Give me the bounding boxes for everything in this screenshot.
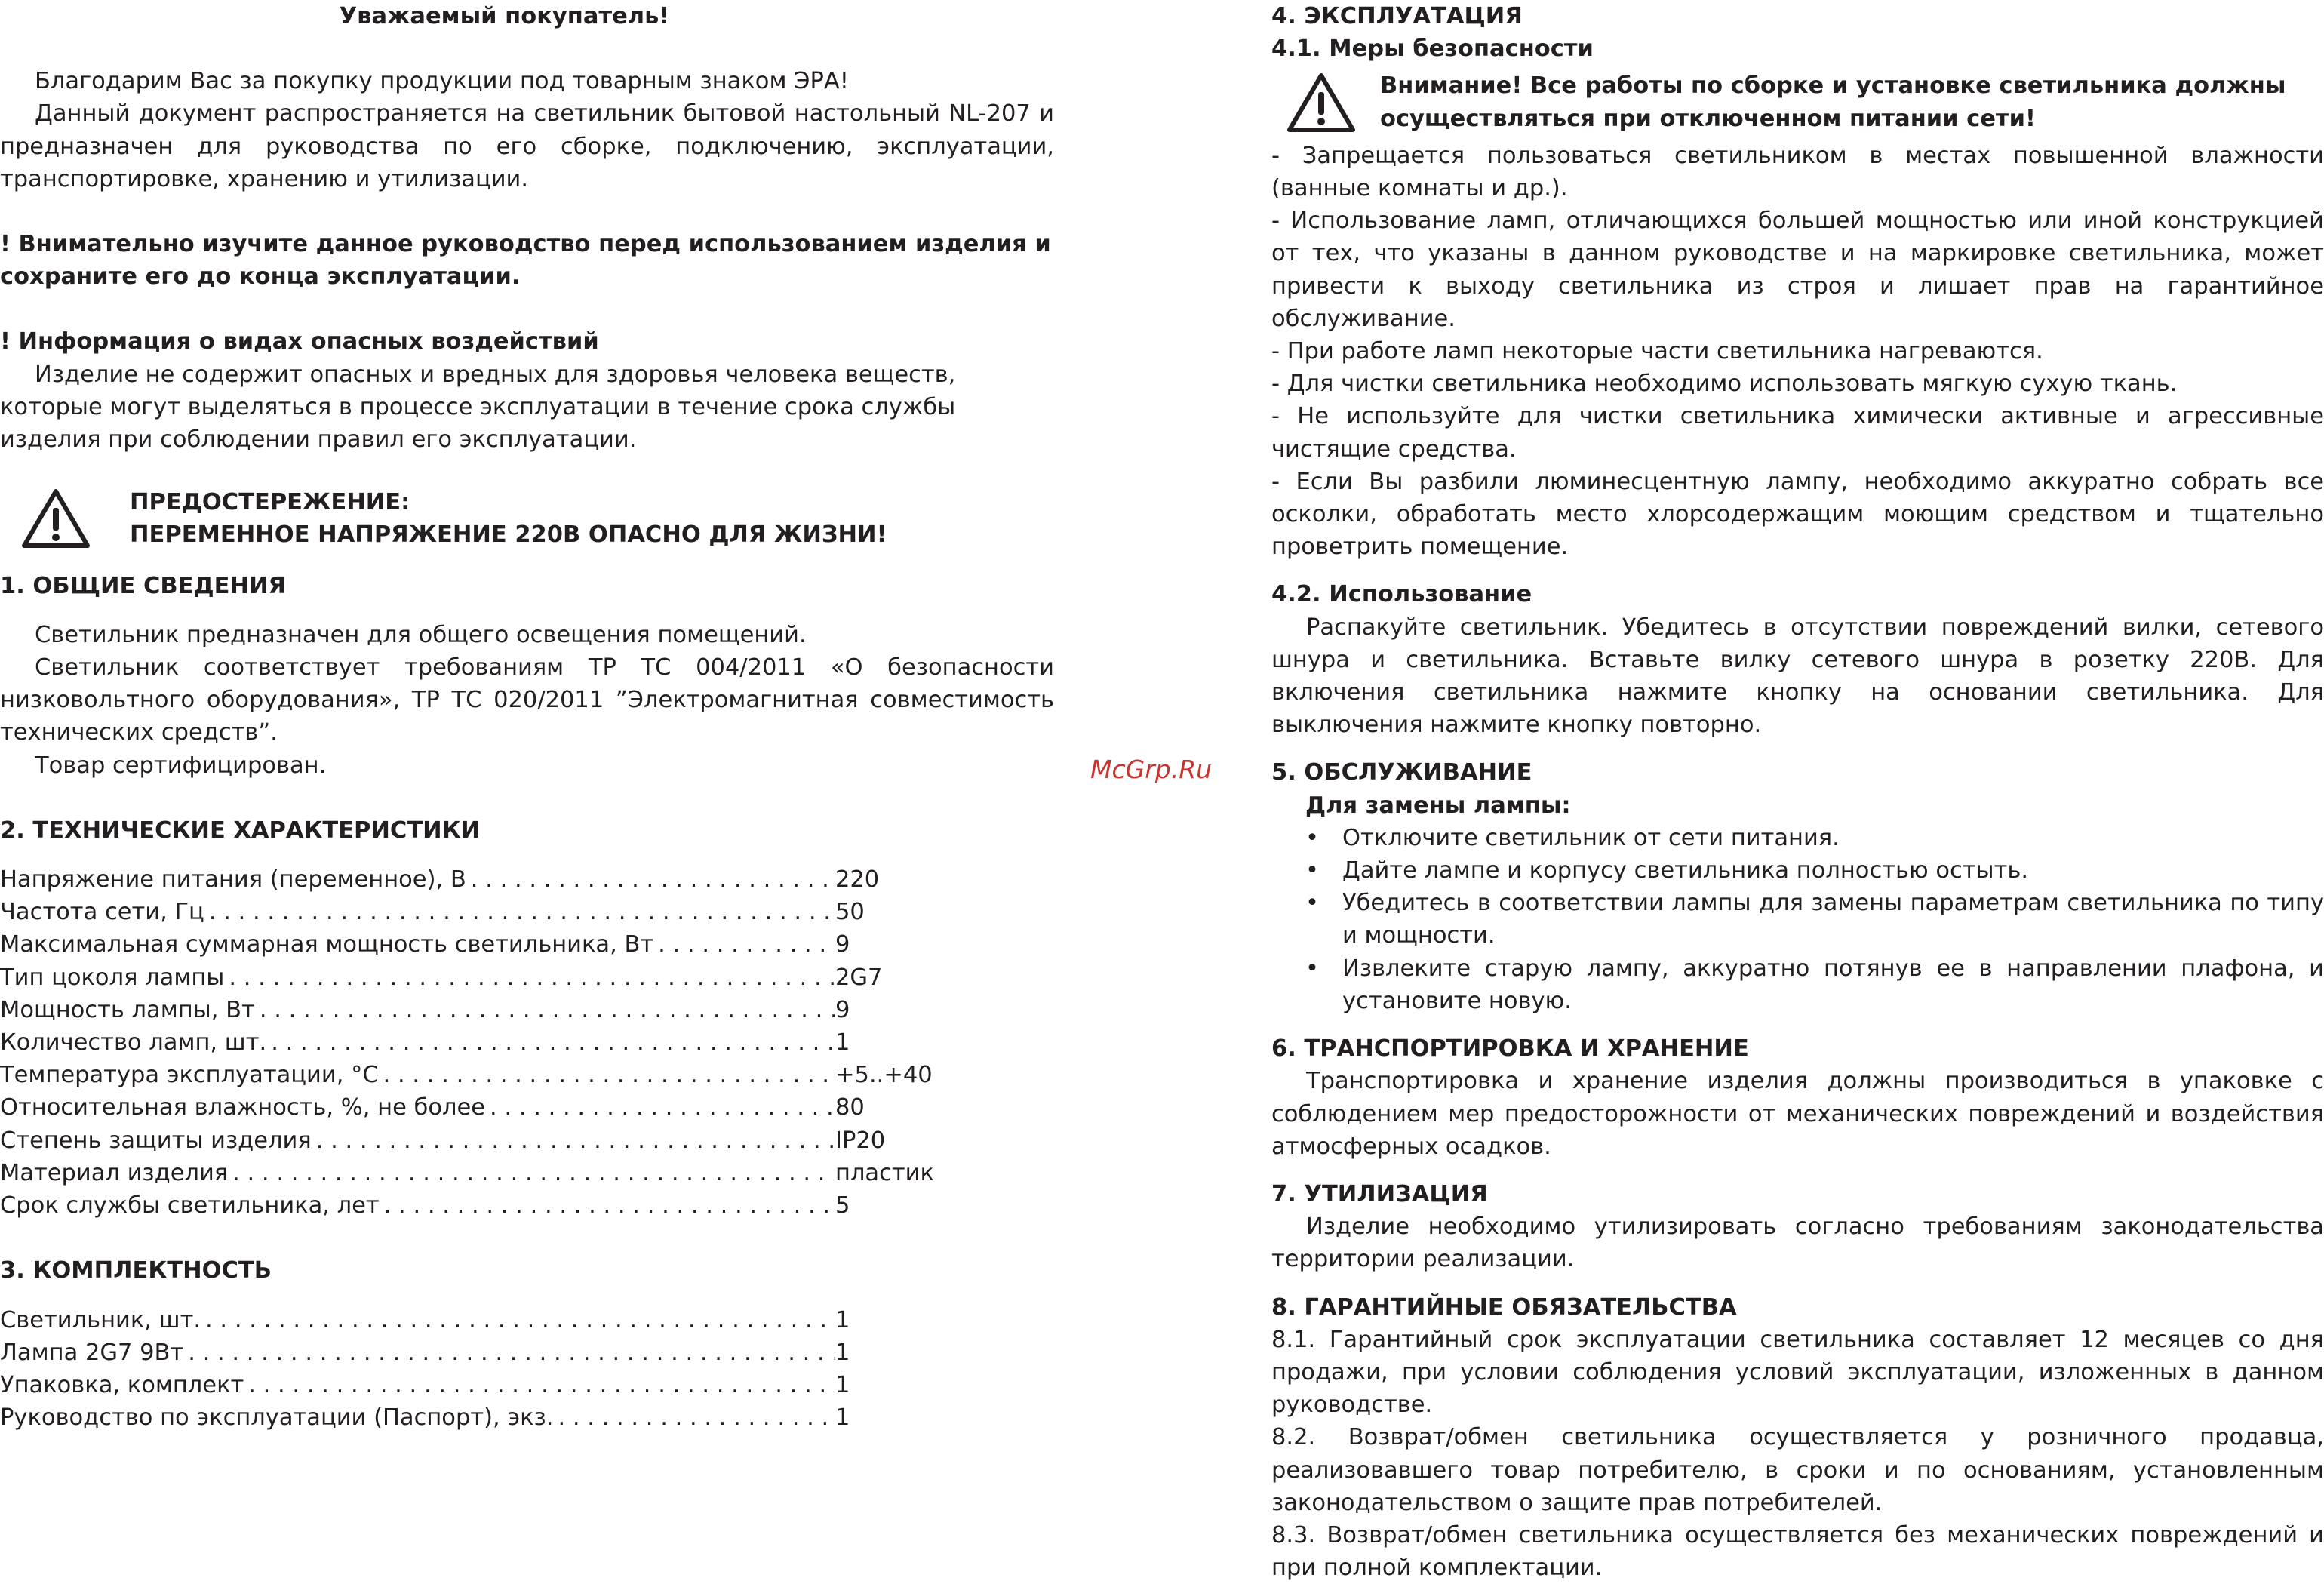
spec-label: Относительная влажность, %, не более <box>0 1094 486 1121</box>
s7-text: Изделие необходимо утилизировать согласно требованиям законодательства территории реализации. <box>1271 1213 2324 1273</box>
spec-label: Максимальная суммарная мощность светильника, Вт <box>0 931 654 958</box>
spec-label: Степень защиты изделия <box>0 1127 312 1154</box>
right-column <box>1271 0 2324 1584</box>
s8-item: 8.3. Возврат/обмен светильника осуществляется без механических повреждений и при полной комплектации. <box>1271 1521 2324 1582</box>
section5-title: 5. ОБСЛУЖИВАНИЕ <box>1271 759 1532 786</box>
spec-row <box>0 1157 1054 1189</box>
section42-title: 4.2. Использование <box>1271 581 1532 608</box>
safety-item: - Не используйте для чистки светильника химически активные и агрессивные чистящие средства. <box>1271 403 2324 463</box>
hazard-text: Изделие не содержит опасных и вредных для здоровья человека веществ, которые могут выделяться в процессе эксплуатации в течение срока службы изделия при соблюдении правил его эксплуатации. <box>0 361 956 454</box>
watermark: McGrp.Ru <box>1090 755 1213 784</box>
spec-row <box>0 994 1054 1026</box>
kit-value: 1 <box>835 1371 850 1398</box>
s8-item: 8.1. Гарантийный срок эксплуатации светильника составляет 12 месяцев со дня продажи, при условии соблюдения условий эксплуатации, изложенных в данном руководстве. <box>1271 1326 2324 1419</box>
warning-triangle-icon <box>1286 72 1356 133</box>
s5-list <box>1271 822 2324 1017</box>
kit-row <box>0 1304 1054 1336</box>
list-item: • Дайте лампе и корпусу светильника полностью остыть. <box>1305 854 2324 887</box>
kit-row <box>0 1401 1054 1434</box>
spec-row <box>0 896 1054 928</box>
kit-label: Руководство по эксплуатации (Паспорт), экз. <box>0 1404 554 1432</box>
s1-standards: Светильник соответствует требованиям ТР ТС 004/2011 «О безопасности низковольтного оборудования», ТР ТС 020/2011 ”Электромагнитная совместимость технических средств”. <box>0 654 1054 746</box>
caution-line1: ПРЕДОСТЕРЕЖЕНИЕ: <box>130 489 410 516</box>
warning-triangle-icon <box>21 488 91 549</box>
spec-value: +5..+40 <box>835 1062 933 1089</box>
spec-row <box>0 928 1054 961</box>
spec-label: Срок службы светильника, лет <box>0 1192 380 1220</box>
kit-list <box>0 1304 1054 1435</box>
kit-label: Лампа 2G7 9Вт <box>0 1339 184 1366</box>
spec-value: 2G7 <box>835 964 883 991</box>
spec-label: Количество ламп, шт. <box>0 1029 267 1057</box>
spec-row <box>0 1026 1054 1059</box>
s8-item: 8.2. Возврат/обмен светильника осуществляется у розничного продавца, реализовавшего товар потребителю, в сроки и по основаниям, установленным законодательством о защите прав потребителей. <box>1271 1424 2324 1516</box>
spec-value: 1 <box>835 1029 850 1057</box>
spec-value: 5 <box>835 1192 850 1220</box>
safety-item: - При работе ламп некоторые части светильника нагреваются. <box>1271 338 2043 365</box>
kit-row <box>0 1369 1054 1401</box>
warning-text: Внимание! Все работы по сборке и установке светильника должны осуществляться при отключенном питании сети! <box>1380 72 2286 132</box>
s1-certified: Товар сертифицирован. <box>35 752 327 779</box>
list-item: • Убедитесь в соответствии лампы для замены параметрам светильника по типу и мощности. <box>1305 887 2324 952</box>
safety-item: - Для чистки светильника необходимо использовать мягкую сухую ткань. <box>1271 371 2178 398</box>
safety-list <box>1271 140 2324 564</box>
spec-value: 9 <box>835 931 850 958</box>
spec-row <box>0 863 1054 896</box>
intro-scope: Данный документ распространяется на светильник бытовой настольный NL-207 и предназначен для руководства по его сборке, подключению, эксплуатации, транспортировке, хранению и утилизации. <box>0 100 1054 192</box>
section7-title: 7. УТИЛИЗАЦИЯ <box>1271 1180 1488 1207</box>
spec-row <box>0 1059 1054 1091</box>
spec-value: 9 <box>835 996 850 1023</box>
section41-title: 4.1. Меры безопасности <box>1271 35 1594 63</box>
spec-row <box>0 1124 1054 1157</box>
list-item: • Извлеките старую лампу, аккуратно потянув ее в направлении плафона, и установите новую. <box>1305 952 2324 1017</box>
section8-title: 8. ГАРАНТИЙНЫЕ ОБЯЗАТЕЛЬСТВА <box>1271 1293 1737 1321</box>
kit-label: Светильник, шт. <box>0 1306 201 1333</box>
spec-value: 220 <box>835 866 880 893</box>
caution-line2: ПЕРЕМЕННОЕ НАПРЯЖЕНИЕ 220В ОПАСНО ДЛЯ ЖИЗНИ! <box>130 521 887 549</box>
spec-label: Материал изделия <box>0 1159 229 1186</box>
greeting: Уважаемый покупатель! <box>339 3 670 29</box>
kit-value: 1 <box>835 1404 850 1432</box>
kit-value: 1 <box>835 1339 850 1366</box>
kit-label: Упаковка, комплект <box>0 1371 244 1398</box>
list-item: • Отключите светильник от сети питания. <box>1305 822 2324 854</box>
kit-value: 1 <box>835 1306 850 1333</box>
section2-title: 2. ТЕХНИЧЕСКИЕ ХАРАКТЕРИСТИКИ <box>0 817 481 844</box>
caution-box <box>0 486 1054 551</box>
s42-text: Распакуйте светильник. Убедитесь в отсутствии повреждений вилки, сетевого шнура и светильника. Вставьте вилку сетевого шнура в розетку 220В. Для включения светильника нажмите кнопку на основании светильника. Для выключения нажмите кнопку повторно. <box>1271 614 2324 739</box>
s1-purpose: Светильник предназначен для общего освещения помещений. <box>35 621 807 648</box>
spec-label: Напряжение питания (переменное), В <box>0 866 466 893</box>
s5-subtitle: Для замены лампы: <box>1305 792 1571 819</box>
section3-title: 3. КОМПЛЕКТНОСТЬ <box>0 1257 272 1284</box>
specs-list <box>0 863 1054 1222</box>
spec-value: IP20 <box>835 1127 886 1154</box>
section6-title: 6. ТРАНСПОРТИРОВКА И ХРАНЕНИЕ <box>1271 1035 1749 1063</box>
hazard-title: ! Информация о видах опасных воздействий <box>0 328 599 355</box>
spec-label: Мощность лампы, Вт <box>0 996 255 1023</box>
spec-row <box>0 961 1054 994</box>
kit-row <box>0 1336 1054 1369</box>
safety-item: - Если Вы разбили люминесцентную лампу, необходимо аккуратно собрать все осколки, обработать место хлорсодержащим моющим средством и тщательно проветрить помещение. <box>1271 468 2324 561</box>
spec-value: пластик <box>835 1159 934 1186</box>
section4-title: 4. ЭКСПЛУАТАЦИЯ <box>1271 3 1523 29</box>
warning-box <box>1271 69 2324 134</box>
spec-label: Температура эксплуатации, °С <box>0 1062 379 1089</box>
spec-value: 50 <box>835 899 865 926</box>
spec-row <box>0 1091 1054 1124</box>
spec-label: Тип цоколя лампы <box>0 964 225 991</box>
left-column <box>0 0 1054 1434</box>
intro-thanks: Благодарим Вас за покупку продукции под товарным знаком ЭРА! <box>35 68 849 95</box>
spec-label: Частота сети, Гц <box>0 899 204 926</box>
attention-note: ! Внимательно изучите данное руководство перед использованием изделия и сохраните его до конца эксплуатации. <box>0 231 1051 291</box>
safety-item: - Использование ламп, отличающихся большей мощностью или иной конструкцией от тех, что указаны в данном руководстве и на маркировке светильника, может привести к выходу светильника из строя и лишает прав на гарантийное обслуживание. <box>1271 208 2324 332</box>
safety-item: - Запрещается пользоваться светильником в местах повышенной влажности (ванные комнаты и др.). <box>1271 142 2324 202</box>
spec-value: 80 <box>835 1094 865 1121</box>
section1-title: 1. ОБЩИЕ СВЕДЕНИЯ <box>0 572 287 599</box>
s6-text: Транспортировка и хранение изделия должны производиться в упаковке с соблюдением мер предосторожности от механических повреждений и воздействия атмосферных осадков. <box>1271 1068 2324 1160</box>
spec-row <box>0 1189 1054 1222</box>
